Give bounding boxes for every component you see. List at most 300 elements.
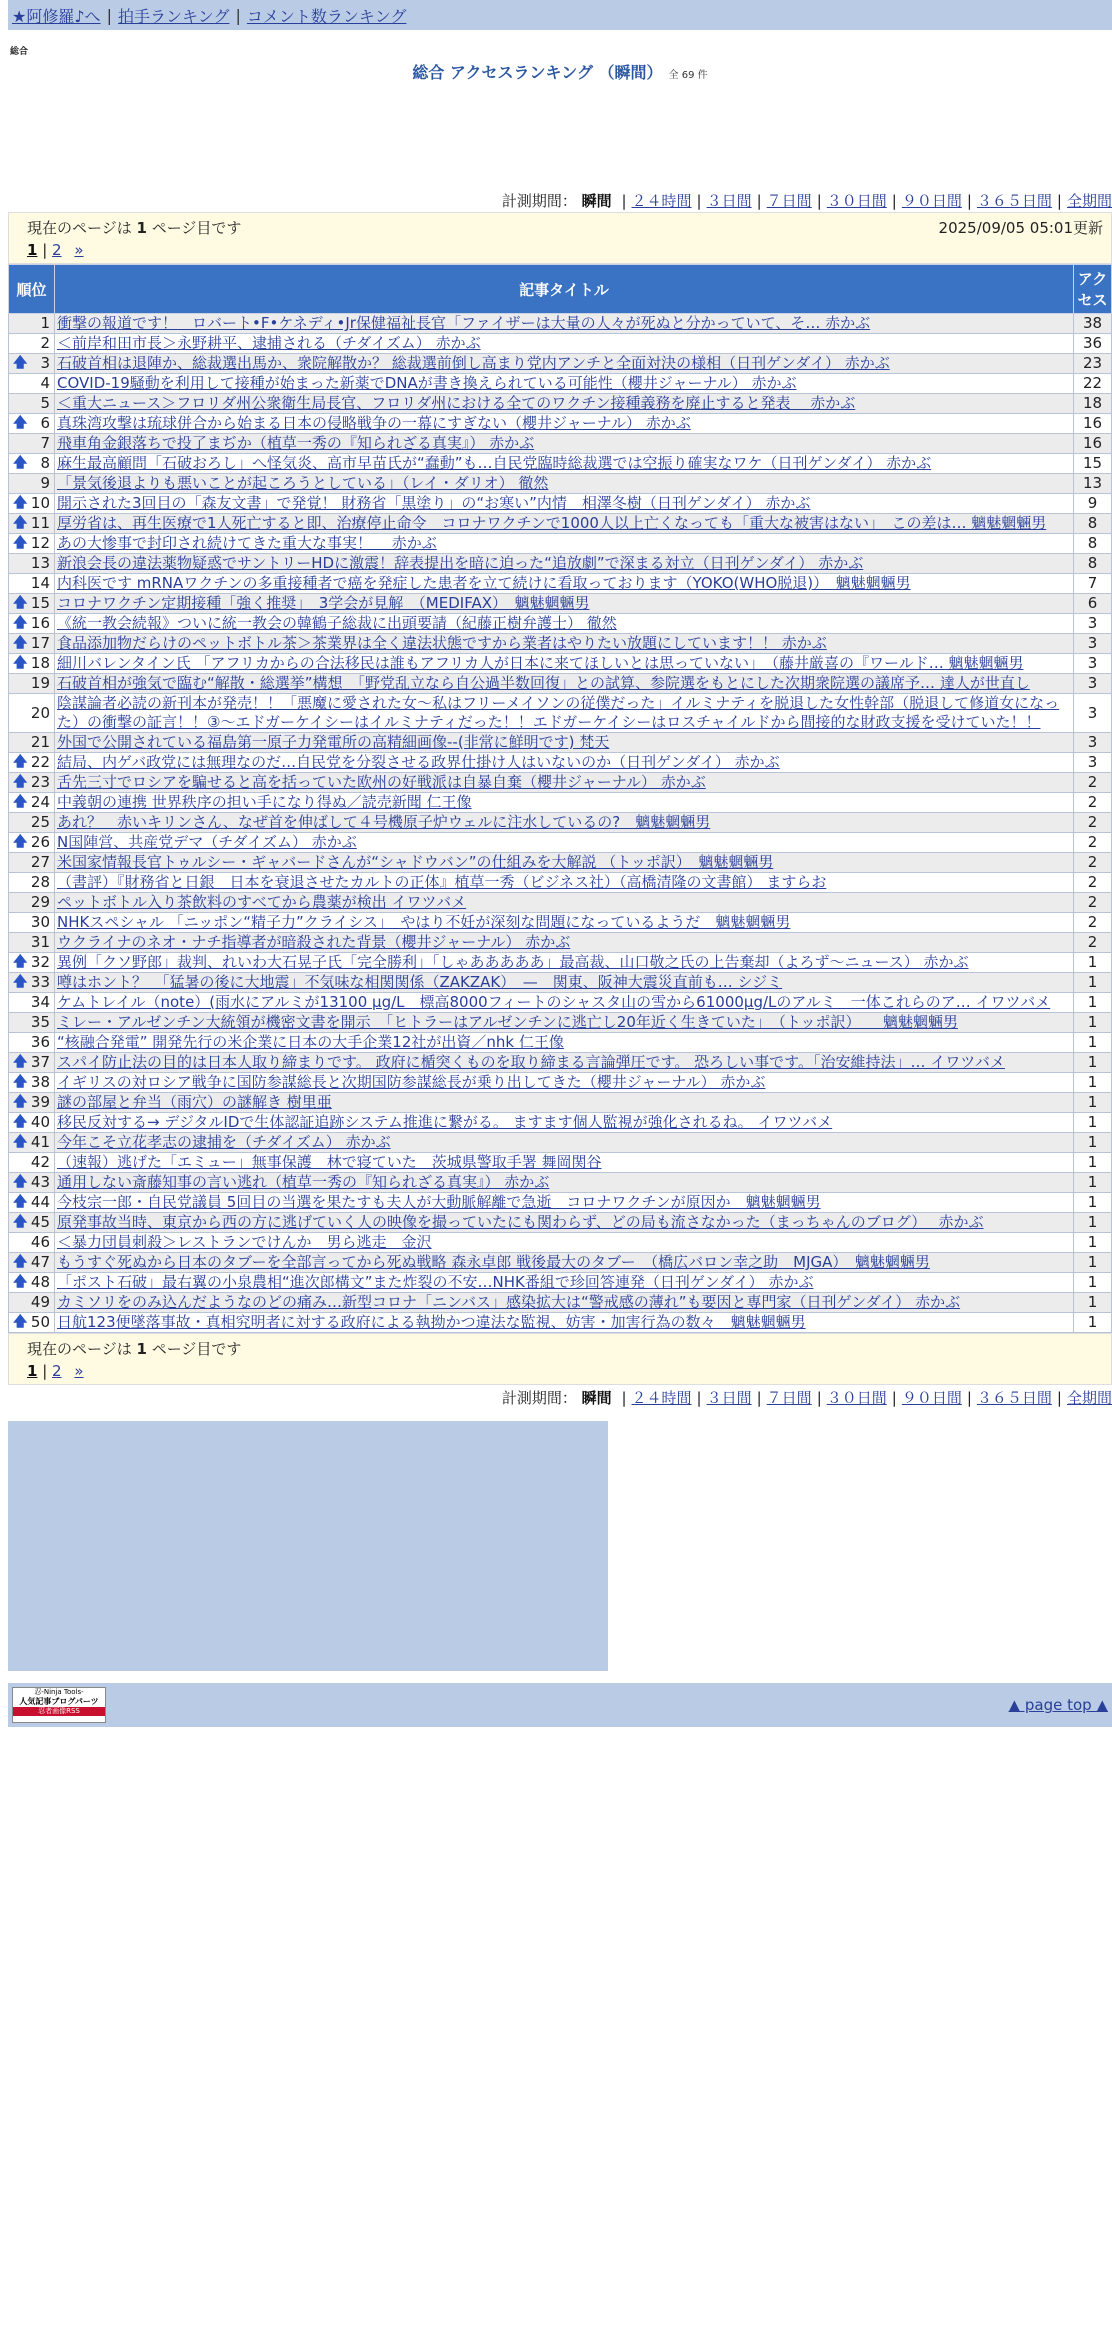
table-row <box>9 1193 1112 1213</box>
access-count: 8 <box>1074 514 1112 534</box>
rank-cell <box>9 953 55 973</box>
article-link[interactable]: （書評）『財務省と日銀 日本を衰退させたカルトの正体』植草一秀（ビジネス社）（高橋清隆の文書館） ますらお <box>57 873 827 891</box>
period-separator: | <box>756 192 762 210</box>
rank-cell <box>9 1213 55 1233</box>
access-count: 1 <box>1074 1133 1112 1153</box>
rank-number: 9 <box>40 474 50 492</box>
table-row <box>9 494 1112 514</box>
table-row <box>9 973 1112 993</box>
access-count: 1 <box>1074 1153 1112 1173</box>
rank-up-arrow-icon: 🡅 <box>13 535 28 551</box>
table-row <box>9 1113 1112 1133</box>
period-link[interactable]: ３０日間 <box>826 1389 887 1407</box>
rank-cell <box>9 833 55 853</box>
table-row <box>9 634 1112 654</box>
title-cell <box>55 1153 1074 1173</box>
article-link[interactable]: 異例「クソ野郎」裁判、れいわ大石晃子氏「完全勝利」「しゃあああああ」最高裁、山口敬之氏の上告棄却（よろず〜ニュース） 赤かぶ <box>57 953 969 971</box>
period-separator: | <box>816 1389 822 1407</box>
rank-up-arrow-icon: 🡅 <box>13 774 28 790</box>
rank-number: 18 <box>30 654 50 672</box>
table-row <box>9 793 1112 813</box>
title-cell <box>55 833 1074 853</box>
page-position-text: 現在のページは 1 ページ目です <box>27 1340 242 1358</box>
article-link[interactable]: 石破首相が強気で臨む“解散・総選挙”構想 「野党乱立なら自公過半数回復」との試算、参院選をもとにした次期衆院選の議席予… 達人が世直し <box>57 674 1030 692</box>
table-row <box>9 1213 1112 1233</box>
rank-number: 14 <box>30 574 50 592</box>
rank-up-arrow-icon: 🡅 <box>13 415 28 431</box>
access-count: 8 <box>1074 554 1112 574</box>
rank-cell <box>9 733 55 753</box>
title-cell <box>55 674 1074 694</box>
title-cell <box>55 594 1074 614</box>
period-link[interactable]: ７日間 <box>766 1389 812 1407</box>
rank-up-arrow-icon: 🡅 <box>13 1274 28 1290</box>
article-link[interactable]: ペットボトル入り茶飲料のすべてから農薬が検出 イワツバメ <box>57 893 467 911</box>
pager-page-1: 1 <box>27 241 38 259</box>
article-link[interactable]: ミレー・アルゼンチン大統領が機密文書を開示 「ヒトラーはアルゼンチンに逃亡し20年近く生きていた」 （トッポ訳） 魑魅魍魎男 <box>57 1013 958 1031</box>
period-separator: | <box>696 192 702 210</box>
rank-number: 5 <box>40 394 50 412</box>
access-count: 16 <box>1074 414 1112 434</box>
total-count: 全 69 件 <box>668 70 708 81</box>
access-count: 1 <box>1074 1053 1112 1073</box>
rank-cell <box>9 1093 55 1113</box>
table-row <box>9 993 1112 1013</box>
article-link[interactable]: “核融合発電” 開発先行の米企業に日本の大手企業12社が出資／nhk 仁王像 <box>57 1033 564 1051</box>
rank-number: 40 <box>30 1113 50 1131</box>
pager-page-2[interactable]: 2 <box>52 1362 62 1380</box>
rank-cell <box>9 694 55 733</box>
access-count: 3 <box>1074 694 1112 733</box>
access-count: 1 <box>1074 1293 1112 1313</box>
period-link[interactable]: ７日間 <box>766 192 812 210</box>
article-link[interactable]: 新浪会長の違法薬物疑惑でサントリーHDに激震！辞表提出を暗に迫った“追放劇”で深まる対立（日刊ゲンダイ） 赤かぶ <box>57 554 864 572</box>
rank-cell <box>9 773 55 793</box>
rank-number: 24 <box>30 793 50 811</box>
period-link[interactable]: ９０日間 <box>901 192 962 210</box>
rank-cell <box>9 813 55 833</box>
table-row <box>9 374 1112 394</box>
article-link[interactable]: 外国で公開されている福島第一原子力発電所の高精細画像--(非常に鮮明です) 梵天 <box>57 733 610 751</box>
title-cell <box>55 1233 1074 1253</box>
rank-number: 42 <box>30 1153 50 1171</box>
article-link[interactable]: ウクライナのネオ・ナチ指導者が暗殺された背景（櫻井ジャーナル） 赤かぶ <box>57 933 571 951</box>
access-count: 13 <box>1074 474 1112 494</box>
title-cell <box>55 494 1074 514</box>
article-link[interactable]: ＜暴力団員刺殺＞レストランでけんか 男ら逃走 金沢 <box>57 1233 432 1251</box>
footer-bar <box>8 1683 1112 1727</box>
table-row <box>9 1013 1112 1033</box>
rank-up-arrow-icon: 🡅 <box>13 635 28 651</box>
table-row <box>9 1313 1112 1333</box>
article-link[interactable]: 米国家情報長官トゥルシー・ギャバードさんが“シャドウバン”の仕組みを大解説 （トッポ訳） 魑魅魍魎男 <box>57 853 774 871</box>
article-link[interactable]: 原発事故当時、東京から西の方に逃げていく人の映像を撮っていたにも関わらず、どの局も流さなかった（まっちゃんのブログ） 赤かぶ <box>57 1213 984 1231</box>
period-link[interactable]: 全期間 <box>1066 1389 1112 1407</box>
rank-cell <box>9 1293 55 1313</box>
rank-number: 17 <box>30 634 50 652</box>
rank-cell <box>9 554 55 574</box>
access-count: 2 <box>1074 913 1112 933</box>
title-cell <box>55 1253 1074 1273</box>
rank-cell <box>9 1153 55 1173</box>
access-count: 16 <box>1074 434 1112 454</box>
rank-number: 23 <box>30 773 50 791</box>
table-row <box>9 614 1112 634</box>
table-row <box>9 913 1112 933</box>
rank-number: 29 <box>30 893 50 911</box>
pager-page-2[interactable]: 2 <box>52 241 62 259</box>
access-count: 1 <box>1074 973 1112 993</box>
access-count: 3 <box>1074 634 1112 654</box>
access-count: 2 <box>1074 933 1112 953</box>
rank-number: 36 <box>30 1033 50 1051</box>
title-cell <box>55 1313 1074 1333</box>
title-cell <box>55 374 1074 394</box>
period-link[interactable]: ３日間 <box>706 1389 752 1407</box>
rank-number: 3 <box>40 354 50 372</box>
title-cell <box>55 314 1074 334</box>
access-count: 38 <box>1074 314 1112 334</box>
table-row <box>9 354 1112 374</box>
access-count: 1 <box>1074 1213 1112 1233</box>
access-count: 7 <box>1074 574 1112 594</box>
article-link[interactable]: 中義朝の連携 世界秩序の担い手になり得ぬ／読売新聞 仁王像 <box>57 793 472 811</box>
rank-up-arrow-icon: 🡅 <box>13 495 28 511</box>
title-cell <box>55 1173 1074 1193</box>
table-row <box>9 813 1112 833</box>
title-cell <box>55 1193 1074 1213</box>
article-link[interactable]: 通用しない斎藤知事の言い逃れ（植草一秀の『知られざる真実』） 赤かぶ <box>57 1173 550 1191</box>
title-cell <box>55 773 1074 793</box>
period-current: 瞬間 <box>581 192 612 210</box>
title-cell <box>55 753 1074 773</box>
table-row <box>9 893 1112 913</box>
rank-number: 2 <box>40 334 50 352</box>
table-row <box>9 534 1112 554</box>
rank-number: 39 <box>30 1093 50 1111</box>
rank-cell <box>9 753 55 773</box>
period-separator: | <box>966 1389 972 1407</box>
page-info-top <box>8 212 1112 264</box>
rank-up-arrow-icon: 🡅 <box>13 455 28 471</box>
header-title: 記事タイトル <box>55 265 1074 314</box>
rank-number: 22 <box>30 753 50 771</box>
rank-number: 34 <box>30 993 50 1011</box>
rank-cell <box>9 594 55 614</box>
access-count: 1 <box>1074 1073 1112 1093</box>
article-link[interactable]: 石破首相は退陣か、総裁選出馬か、衆院解散か？ 総裁選前倒し高まり党内アンチと全面対決の様相（日刊ゲンダイ） 赤かぶ <box>57 354 890 372</box>
article-link[interactable]: 日航123便墜落事故・真相究明者に対する政府による執拗かつ違法な監視、妨害・加害行為の数々 魑魅魍魎男 <box>57 1313 806 1331</box>
rank-cell <box>9 933 55 953</box>
rank-cell <box>9 793 55 813</box>
article-link[interactable]: 真珠湾攻撃は琉球併合から始まる日本の侵略戦争の一幕にすぎない（櫻井ジャーナル） 赤かぶ <box>57 414 691 432</box>
article-link[interactable]: 麻生最高顧問「石破おろし」へ怪気炎、高市早苗氏が“蠢動”も…自民党臨時総裁選では空振り確実なワケ（日刊ゲンダイ） 赤かぶ <box>57 454 932 472</box>
article-link[interactable]: カミソリをのみ込んだようなのどの痛み…新型コロナ「ニンバス」感染拡大は“警戒感の薄れ”も要因と専門家（日刊ゲンダイ） 赤かぶ <box>57 1293 961 1311</box>
rank-number: 4 <box>40 374 50 392</box>
article-link[interactable]: （速報）逃げた「エミュー」無事保護 林で寝ていた 茨城県警取手署 舞岡関谷 <box>57 1153 602 1171</box>
rank-number: 30 <box>30 913 50 931</box>
article-link[interactable]: 食品添加物だらけのペットボトル茶＞茶業界は全く違法状態ですから業者はやりたい放題にしています！！ 赤かぶ <box>57 634 827 652</box>
access-count: 3 <box>1074 654 1112 674</box>
title-cell <box>55 1113 1074 1133</box>
rank-cell <box>9 1113 55 1133</box>
title-cell <box>55 993 1074 1013</box>
title-cell <box>55 733 1074 753</box>
access-count: 1 <box>1074 1093 1112 1113</box>
article-link[interactable]: ケムトレイル（note）(雨水にアルミが13100 µg/L 標高8000フィートのシャスタ山の雪から61000µg/Lのアルミ 一体これらのア… イワツバメ <box>57 993 1051 1011</box>
rank-cell <box>9 374 55 394</box>
rank-up-arrow-icon: 🡅 <box>13 355 28 371</box>
table-row <box>9 674 1112 694</box>
pager-next-link[interactable]: » <box>74 1362 84 1380</box>
title-cell <box>55 414 1074 434</box>
title-cell <box>55 973 1074 993</box>
table-row <box>9 1173 1112 1193</box>
article-link[interactable]: もうすぐ死ぬから日本のタブーを全部言ってから死ぬ戦略 森永卓郎 戦後最大のタブー （橋広バロン幸之助 MJGA） 魑魅魍魎男 <box>57 1253 930 1271</box>
article-link[interactable]: 内科医です mRNAワクチンの多重接種者で癌を発症した患者を立て続けに看取っております（YOKO(WHO脱退)） 魑魅魍魎男 <box>57 574 911 592</box>
article-link[interactable]: 移民反対する→ デジタルIDで生体認証追跡システム推進に繋がる。 ますます個人監視が強化されるね。 イワツバメ <box>57 1113 833 1131</box>
period-separator: | <box>891 192 897 210</box>
title-cell <box>55 1093 1074 1113</box>
access-count: 1 <box>1074 1273 1112 1293</box>
table-row <box>9 953 1112 973</box>
nav-clap-ranking-link[interactable]: 拍手ランキング <box>117 6 230 26</box>
article-link[interactable]: 謎の部屋と弁当（雨穴）の謎解き 樹里亜 <box>57 1093 332 1111</box>
access-count: 1 <box>1074 1253 1112 1273</box>
period-link[interactable]: ９０日間 <box>901 1389 962 1407</box>
period-separator: | <box>696 1389 702 1407</box>
article-link[interactable]: あの大惨事で封印され続けてきた重大な事実！ 赤かぶ <box>57 534 437 552</box>
rank-number: 21 <box>30 733 50 751</box>
rank-cell <box>9 434 55 454</box>
rank-number: 7 <box>40 434 50 452</box>
rank-up-arrow-icon: 🡅 <box>13 1314 28 1330</box>
period-link[interactable]: 全期間 <box>1066 192 1112 210</box>
period-link[interactable]: ３６５日間 <box>976 192 1052 210</box>
ranking-table <box>8 264 1112 1333</box>
article-link[interactable]: COVID-19騒動を利用して接種が始まった新薬でDNAが書き換えられている可能性（櫻井ジャーナル） 赤かぶ <box>57 374 797 392</box>
rank-number: 43 <box>30 1173 50 1191</box>
period-label: 計測期間： <box>501 1389 577 1407</box>
period-separator: | <box>891 1389 897 1407</box>
title-cell <box>55 574 1074 594</box>
rank-cell <box>9 474 55 494</box>
rank-cell <box>9 614 55 634</box>
article-link[interactable]: 結局、内ゲバ政党には無理なのだ…自民党を分裂させる政界仕掛け人はいないのか（日刊ゲンダイ） 赤かぶ <box>57 753 780 771</box>
page-info-bottom <box>8 1333 1112 1385</box>
rank-cell <box>9 873 55 893</box>
table-row <box>9 414 1112 434</box>
table-row <box>9 1153 1112 1173</box>
title-cell <box>55 614 1074 634</box>
rank-number: 6 <box>40 414 50 432</box>
article-link[interactable]: 「景気後退よりも悪いことが起ころうとしている」（レイ・ダリオ） 徹然 <box>57 474 549 492</box>
article-link[interactable]: NHKスペシャル 「ニッポン“精子力”クライシス」 やはり不妊が深刻な問題になっているようだ 魑魅魍魎男 <box>57 913 791 931</box>
rank-cell <box>9 314 55 334</box>
period-separator: | <box>1056 192 1062 210</box>
period-link[interactable]: ３６５日間 <box>976 1389 1052 1407</box>
pager-next-link[interactable]: » <box>74 241 84 259</box>
rank-cell <box>9 1193 55 1213</box>
article-link[interactable]: 《統一教会続報》ついに統一教会の韓鶴子総裁に出頭要請（紀藤正樹弁護士） 徹然 <box>57 614 617 632</box>
page-title <box>8 60 1112 83</box>
table-row <box>9 1053 1112 1073</box>
rank-cell <box>9 394 55 414</box>
table-row <box>9 1093 1112 1113</box>
table-row <box>9 314 1112 334</box>
access-count: 2 <box>1074 853 1112 873</box>
access-count: 1 <box>1074 1033 1112 1053</box>
rank-number: 11 <box>30 514 50 532</box>
rank-number: 44 <box>30 1193 50 1211</box>
period-separator: | <box>966 192 972 210</box>
rank-cell <box>9 634 55 654</box>
rank-number: 10 <box>30 494 50 512</box>
access-count: 15 <box>1074 454 1112 474</box>
rank-up-arrow-icon: 🡅 <box>13 1254 28 1270</box>
rank-number: 1 <box>40 314 50 332</box>
article-link[interactable]: 厚労省は、再生医療で1人死亡すると即、治療停止命令 コロナワクチンで1000人以上亡くなっても「重大な被害はない」 この差は… 魑魅魍魎男 <box>57 514 1047 532</box>
rank-number: 25 <box>30 813 50 831</box>
access-count: 2 <box>1074 833 1112 853</box>
table-row <box>9 434 1112 454</box>
rank-cell <box>9 853 55 873</box>
article-link[interactable]: 衝撃の報道です！ ロバート•F•ケネディ•Jr保健福祉長官「ファイザーは大量の人々が死ぬと分かっていて、そ… 赤かぶ <box>57 314 871 332</box>
title-cell <box>55 813 1074 833</box>
rank-up-arrow-icon: 🡅 <box>13 615 28 631</box>
rank-cell <box>9 993 55 1013</box>
table-row <box>9 1133 1112 1153</box>
header-access: アクセス <box>1074 265 1112 314</box>
period-separator: | <box>816 192 822 210</box>
rank-up-arrow-icon: 🡅 <box>13 515 28 531</box>
article-link[interactable]: 開示された3回目の「森友文書」で発覚！ 財務省「黒塗り」の“お寒い”内情 相澤冬樹（日刊ゲンダイ） 赤かぶ <box>57 494 811 512</box>
header-rank: 順位 <box>9 265 55 314</box>
rank-cell <box>9 973 55 993</box>
access-count: 9 <box>1074 494 1112 514</box>
rank-number: 16 <box>30 614 50 632</box>
rank-number: 37 <box>30 1053 50 1071</box>
nav-comment-ranking-link[interactable]: コメント数ランキング <box>246 6 407 26</box>
article-link[interactable]: 飛車角金銀落ちで投了まぢか（植草一秀の『知られざる真実』） 赤かぶ <box>57 434 535 452</box>
rank-number: 8 <box>40 454 50 472</box>
nav-home-link[interactable]: ★阿修羅♪へ <box>12 6 101 26</box>
period-link[interactable]: ３日間 <box>706 192 752 210</box>
rank-up-arrow-icon: 🡅 <box>13 1214 28 1230</box>
table-row <box>9 1073 1112 1093</box>
article-link[interactable]: あれ？ 赤いキリンさん、なぜ首を伸ばして４号機原子炉ウェルに注水しているの? 魑魅魍魎男 <box>57 813 711 831</box>
table-row <box>9 654 1112 674</box>
rank-up-arrow-icon: 🡅 <box>13 1094 28 1110</box>
table-row <box>9 694 1112 733</box>
title-cell <box>55 514 1074 534</box>
access-count: 2 <box>1074 893 1112 913</box>
article-link[interactable]: 今枝宗一郎・自民党議員 5回目の当選を果たすも夫人が大動脈解離で急逝 コロナワクチンが原因か 魑魅魍魎男 <box>57 1193 821 1211</box>
rank-cell <box>9 334 55 354</box>
page-title-text: 総合 アクセスランキング （瞬間） <box>412 63 663 82</box>
article-link[interactable]: 「ポスト石破」最右翼の小泉農相“進次郎構文”また炸裂の不安…NHK番組で珍回答連発（日刊ゲンダイ） 赤かぶ <box>57 1273 814 1291</box>
table-row <box>9 474 1112 494</box>
title-cell <box>55 474 1074 494</box>
access-count: 1 <box>1074 993 1112 1013</box>
rank-up-arrow-icon: 🡅 <box>13 794 28 810</box>
rank-up-arrow-icon: 🡅 <box>13 974 28 990</box>
title-cell <box>55 334 1074 354</box>
table-row <box>9 1253 1112 1273</box>
pagination-bottom: 1 | 2 » <box>27 1362 84 1380</box>
access-count: 2 <box>1074 773 1112 793</box>
title-cell <box>55 1013 1074 1033</box>
period-link[interactable]: ２４時間 <box>631 192 692 210</box>
article-link[interactable]: ＜重大ニュース＞フロリダ州公衆衛生局長官、フロリダ州における全てのワクチン接種義務を廃止すると発表 赤かぶ <box>57 394 856 412</box>
article-link[interactable]: 噂はホント？ 「猛暑の後に大地震」不気味な相関関係（ZAKZAK） — 関東、阪神大震災直前も… シジミ <box>57 973 783 991</box>
table-row <box>9 833 1112 853</box>
title-cell <box>55 853 1074 873</box>
title-cell <box>55 1053 1074 1073</box>
updated-timestamp: 2025/09/05 05:01更新 <box>938 219 1103 237</box>
access-count: 1 <box>1074 1313 1112 1333</box>
rank-number: 45 <box>30 1213 50 1231</box>
title-cell <box>55 913 1074 933</box>
article-link[interactable]: ＜前岸和田市長＞永野耕平、逮捕される（チダイズム） 赤かぶ <box>57 334 481 352</box>
article-link[interactable]: 陰謀論者必読の新刊本が発売！！「悪魔に愛された女〜私はフリーメイソンの従僕だった」イルミナティを脱退した女性幹部（脱退して修道女になった）の衝撃の証言！！③〜エドガーケイシーはイルミナティだった！！エドガーケイシーはロスチャイルドから間接的な財政支援を受けていた！！ <box>57 694 1060 731</box>
table-row <box>9 1033 1112 1053</box>
period-label: 計測期間： <box>501 192 577 210</box>
access-count: 23 <box>1074 354 1112 374</box>
rank-cell <box>9 1253 55 1273</box>
table-row <box>9 1273 1112 1293</box>
rank-up-arrow-icon: 🡅 <box>13 1174 28 1190</box>
period-link[interactable]: ３０日間 <box>826 192 887 210</box>
article-link[interactable]: イギリスの対ロシア戦争に国防参謀総長と次期国防参謀総長が乗り出してきた（櫻井ジャーナル） 赤かぶ <box>57 1073 766 1091</box>
rank-number: 46 <box>30 1233 50 1251</box>
rank-cell <box>9 1033 55 1053</box>
access-count: 18 <box>1074 394 1112 414</box>
article-link[interactable]: 細川バレンタイン氏 「アフリカからの合法移民は誰もアフリカ人が日本に来てほしいとは思っていない」 （藤井厳喜の『ワールド… 魑魅魍魎男 <box>57 654 1024 672</box>
access-count: 22 <box>1074 374 1112 394</box>
rank-number: 27 <box>30 853 50 871</box>
ninja-tools-logo[interactable]: 忍-Ninja Tools- 人気記事ブログパーツ 忍者画像RSS <box>12 1687 106 1723</box>
page-top-link[interactable]: ▲ page top ▲ <box>1008 1696 1108 1714</box>
rank-cell <box>9 1273 55 1293</box>
article-link[interactable]: N国陣営、共産党デマ（チダイズム） 赤かぶ <box>57 833 357 851</box>
page-position-text: 現在のページは 1 ページ目です <box>27 219 242 237</box>
rank-up-arrow-icon: 🡅 <box>13 1114 28 1130</box>
rank-number: 35 <box>30 1013 50 1031</box>
category-label: 総合 <box>10 47 29 57</box>
article-link[interactable]: コロナワクチン定期接種「強く推奨」 3学会が見解 （MEDIFAX） 魑魅魍魎男 <box>57 594 590 612</box>
access-count: 1 <box>1074 1013 1112 1033</box>
access-count: 36 <box>1074 334 1112 354</box>
article-link[interactable]: 舌先三寸でロシアを騙せると高を括っていた欧州の好戦派は自暴自棄（櫻井ジャーナル） 赤かぶ <box>57 773 706 791</box>
table-row <box>9 1293 1112 1313</box>
rank-up-arrow-icon: 🡅 <box>13 1074 28 1090</box>
title-cell <box>55 893 1074 913</box>
article-link[interactable]: 今年こそ立花孝志の逮捕を（チダイズム） 赤かぶ <box>57 1133 391 1151</box>
rank-up-arrow-icon: 🡅 <box>13 1054 28 1070</box>
access-count: 3 <box>1074 674 1112 694</box>
period-selector-top <box>8 190 1112 212</box>
rank-number: 20 <box>30 703 50 722</box>
title-cell <box>55 354 1074 374</box>
table-row <box>9 1233 1112 1253</box>
title-cell <box>55 953 1074 973</box>
period-link[interactable]: ２４時間 <box>631 1389 692 1407</box>
period-selector-bottom <box>8 1387 1112 1409</box>
article-link[interactable]: スパイ防止法の目的は日本人取り締まりです。 政府に楯突くものを取り締まる言論弾圧です。 恐ろしい事です。「治安維持法」… イワツバメ <box>57 1053 1005 1071</box>
rank-cell <box>9 574 55 594</box>
access-count: 3 <box>1074 753 1112 773</box>
